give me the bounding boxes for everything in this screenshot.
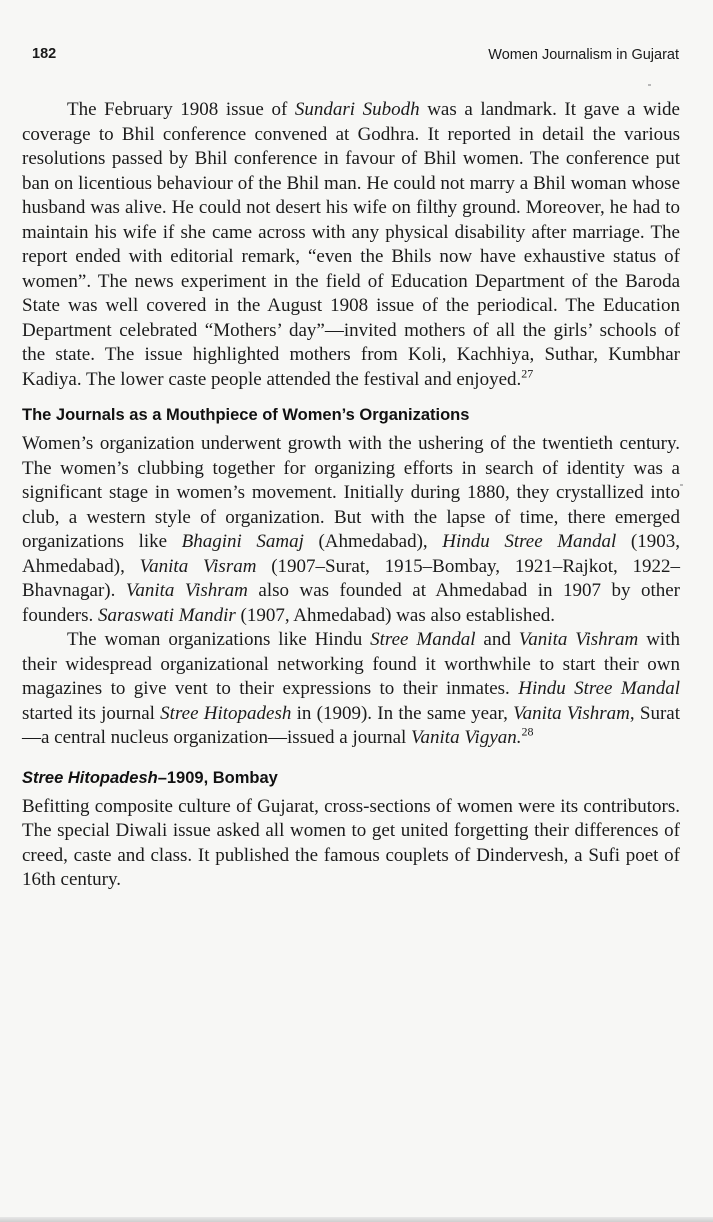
scan-speck — [648, 84, 651, 86]
organization-name: Stree Mandal — [370, 629, 476, 650]
organization-name: Saraswati Mandir — [97, 604, 236, 626]
organization-name: Vanita Vishram — [125, 580, 248, 601]
organization-name: Hindu Stree Mandal — [518, 678, 680, 699]
paragraph-sundari-subodh — [22, 98, 680, 392]
text-run: The February 1908 issue of — [67, 99, 295, 120]
section-heading-stree-hitopadesh — [22, 767, 680, 789]
text-run: was a landmark. It gave a wide coverage to Bhil conference convened at Godhra. It reported in detail the various resolutions passed by Bhil conference in favour of Bhil women. The conference put ban on licentious behaviour of the Bhil man. He could not marry a Bhil woman whose husband was alive. He could not desert his wife on filthy ground. Moreover, he had to maintain his wife if she came across with any physical disability after marriage. The report ended with editorial remark, “even the Bhils now have exhaustive status of women”. The news experiment in the field of Education Department of the Baroda State was well covered in the August 1908 issue of the periodical. The Education Department celebrated “Mothers’ day”—invited mothers of all the girls’ schools of the state. The issue highlighted mothers from Koli, Kachhiya, Suthar, Kumbhar Kadiya. The lower caste people attended the festival and enjoyed. — [22, 99, 680, 390]
journal-title: Stree Hitopadesh — [160, 702, 292, 724]
section-heading-journals: The Journals as a Mouthpiece of Women’s Organizations — [22, 406, 470, 424]
text-run: Women’s organization underwent growth with the ushering of the twentieth century. The women’s clubbing together for organizing efforts in search of identity was a significant stage in women’s movement. Initially during 1880, they crystallized into club, a western style of organization. But with the lapse of time, there emerged organizations like — [22, 433, 680, 552]
text-run: also was founded at Ahmedabad in 1907 by other founders. — [22, 580, 680, 626]
running-head — [24, 40, 679, 66]
footnote-ref: 27 — [521, 366, 534, 381]
organization-name: Hindu Stree Mandal — [442, 531, 617, 552]
paragraph-diwali-issue: Befitting composite culture of Gujarat, cross-sections of women were its contributors. The special Diwali issue asked all women to get united forgetting their differences of creed, caste and class. It published the famous couplets of Dindervesh, a Sufi poet of 16th century. — [22, 795, 680, 890]
running-title: Women Journalism in Gujarat — [488, 47, 679, 63]
text-body — [22, 98, 680, 893]
text-run: , Surat—a central nucleus organization—issued a journal — [22, 702, 680, 748]
paragraph-magazines — [22, 628, 680, 751]
organization-name: Vanita Visram — [139, 555, 257, 577]
page-number: 182 — [32, 46, 57, 62]
heading-journal-title: Stree Hitopadesh — [22, 768, 158, 787]
text-run: with their widespread organizational networking found it worthwhile to start their own magazines to give vent to their expressions to their inmates. — [22, 629, 680, 699]
text-run: (1907, Ahmedabad) was also established. — [235, 604, 555, 626]
journal-title: Sundari Subodh — [294, 99, 420, 120]
text-run: started its journal — [22, 702, 161, 724]
organization-name: Vanita Vishram — [518, 629, 639, 650]
text-run: The woman organizations like Hindu — [67, 629, 371, 650]
scan-speck — [680, 484, 683, 486]
paragraph-womens-organizations — [22, 432, 680, 628]
text-run: and — [475, 629, 519, 650]
page-edge — [0, 1217, 713, 1222]
text-run: (Ahmedabad), — [303, 531, 443, 552]
footnote-ref: 28 — [521, 724, 534, 739]
organization-name: Bhagini Samaj — [181, 531, 304, 552]
organization-name: Vanita Vishram — [513, 702, 630, 724]
text-run: (1903, Ahmedabad), — [22, 531, 680, 577]
text-run: (1907–Surat, 1915–Bombay, 1921–Rajkot, 1922–Bhavnagar). — [22, 555, 680, 601]
heading-rest: –1909, Bombay — [157, 768, 278, 787]
journal-title: Vanita Vigyan. — [411, 727, 522, 748]
text-run: in (1909). In the same year, — [291, 702, 514, 724]
